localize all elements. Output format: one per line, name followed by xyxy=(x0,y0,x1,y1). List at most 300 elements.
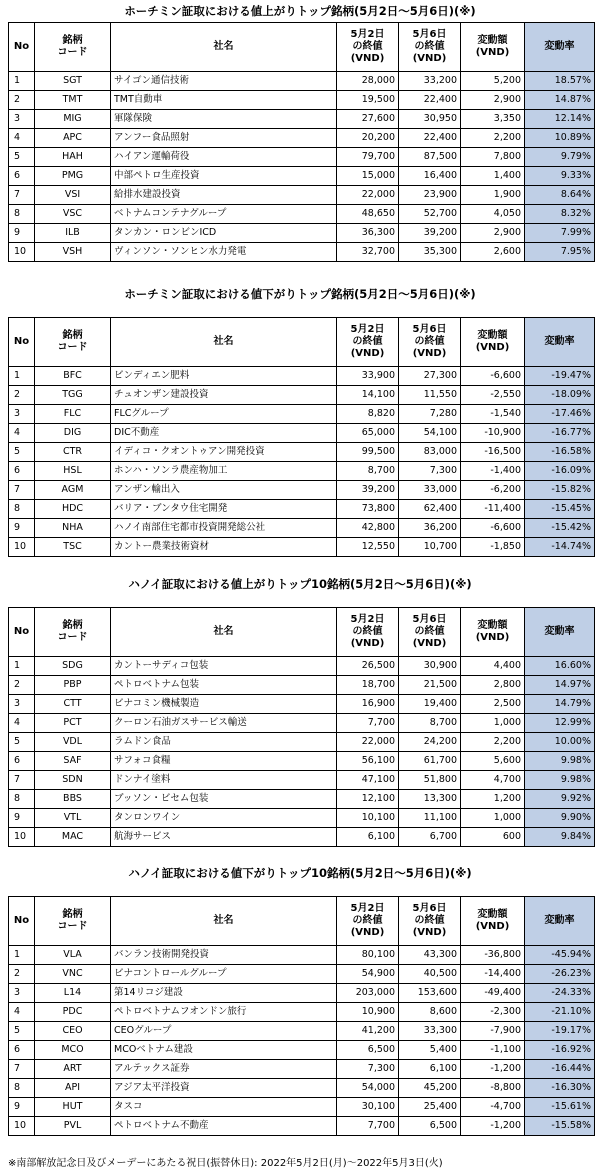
cell-code: HAH xyxy=(35,148,111,167)
cell-change-amount: -11,400 xyxy=(461,500,525,519)
table-row xyxy=(9,243,595,262)
cell-code: MCO xyxy=(35,1041,111,1060)
cell-no: 7 xyxy=(9,481,35,500)
header-change-amount-line: (VND) xyxy=(475,921,510,932)
cell-price-may6: 33,000 xyxy=(399,481,461,500)
cell-price-may6: 52,700 xyxy=(399,205,461,224)
cell-change-amount: 3,350 xyxy=(461,110,525,129)
table-row xyxy=(9,443,595,462)
header-code xyxy=(35,608,111,657)
header-no xyxy=(9,23,35,72)
cell-no: 1 xyxy=(9,657,35,676)
cell-price-may2: 6,100 xyxy=(337,828,399,847)
cell-price-may2: 12,550 xyxy=(337,538,399,557)
table-title: ホーチミン証取における値上がりトップ銘柄(5月2日～5月6日)(※) xyxy=(124,4,476,18)
header-change-rate-line: 変動率 xyxy=(544,336,575,347)
table-title: ハノイ証取における値上がりトップ10銘柄(5月2日～5月6日)(※) xyxy=(128,577,472,591)
table-row xyxy=(9,809,595,828)
cell-change-amount: 2,900 xyxy=(461,224,525,243)
cell-name: ハイアン運輸荷役 xyxy=(111,148,337,167)
cell-price-may2: 19,500 xyxy=(337,91,399,110)
header-code-line: 銘柄 xyxy=(62,35,83,46)
cell-price-may2: 33,900 xyxy=(337,367,399,386)
cell-price-may2: 56,100 xyxy=(337,752,399,771)
cell-name: タンロンワイン xyxy=(111,809,337,828)
cell-no: 3 xyxy=(9,695,35,714)
cell-change-amount: 1,400 xyxy=(461,167,525,186)
cell-no: 4 xyxy=(9,424,35,443)
table-title: ホーチミン証取における値下がりトップ銘柄(5月2日～5月6日)(※) xyxy=(124,287,476,301)
cell-price-may2: 14,100 xyxy=(337,386,399,405)
header-change-rate-line: 変動率 xyxy=(544,41,575,52)
table-row xyxy=(9,224,595,243)
cell-change-rate: 8.32% xyxy=(525,205,595,224)
cell-code: AGM xyxy=(35,481,111,500)
cell-change-rate: -16.92% xyxy=(525,1041,595,1060)
cell-price-may6: 54,100 xyxy=(399,424,461,443)
cell-change-rate: 14.79% xyxy=(525,695,595,714)
cell-code: HSL xyxy=(35,462,111,481)
header-price-may2-line: の終値 xyxy=(352,915,383,926)
cell-code: CTT xyxy=(35,695,111,714)
cell-no: 2 xyxy=(9,91,35,110)
header-no xyxy=(9,897,35,946)
cell-name: ドンナイ塗料 xyxy=(111,771,337,790)
table-row xyxy=(9,733,595,752)
cell-price-may6: 33,300 xyxy=(399,1022,461,1041)
cell-code: SDN xyxy=(35,771,111,790)
cell-change-rate: 9.33% xyxy=(525,167,595,186)
table-row xyxy=(9,714,595,733)
header-no-line: No xyxy=(13,626,30,637)
cell-no: 8 xyxy=(9,790,35,809)
cell-no: 8 xyxy=(9,500,35,519)
cell-change-rate: -16.58% xyxy=(525,443,595,462)
cell-name: タスコ xyxy=(111,1098,337,1117)
cell-price-may6: 16,400 xyxy=(399,167,461,186)
header-change-amount-line: (VND) xyxy=(475,47,510,58)
cell-price-may6: 40,500 xyxy=(399,965,461,984)
table-row xyxy=(9,676,595,695)
cell-change-rate: -17.46% xyxy=(525,405,595,424)
header-change-amount xyxy=(461,23,525,72)
cell-change-amount: -49,400 xyxy=(461,984,525,1003)
header-name xyxy=(111,23,337,72)
cell-name: アルテックス証券 xyxy=(111,1060,337,1079)
cell-change-rate: -16.77% xyxy=(525,424,595,443)
cell-name: ビンディエン肥料 xyxy=(111,367,337,386)
table-row xyxy=(9,657,595,676)
stock-table xyxy=(8,607,595,847)
cell-code: L14 xyxy=(35,984,111,1003)
cell-price-may6: 7,300 xyxy=(399,462,461,481)
table-row xyxy=(9,367,595,386)
cell-name: ビナコントロールグループ xyxy=(111,965,337,984)
cell-price-may2: 73,800 xyxy=(337,500,399,519)
cell-change-rate: -14.74% xyxy=(525,538,595,557)
header-change-amount-line: 変動額 xyxy=(477,620,508,631)
cell-no: 10 xyxy=(9,828,35,847)
table-row xyxy=(9,405,595,424)
cell-no: 2 xyxy=(9,965,35,984)
cell-price-may6: 35,300 xyxy=(399,243,461,262)
cell-change-rate: 7.95% xyxy=(525,243,595,262)
cell-change-amount: 4,400 xyxy=(461,657,525,676)
header-price-may2-line: の終値 xyxy=(352,336,383,347)
header-price-may6-line: 5月6日 xyxy=(412,29,447,40)
cell-change-amount: -1,100 xyxy=(461,1041,525,1060)
cell-price-may2: 30,100 xyxy=(337,1098,399,1117)
cell-no: 7 xyxy=(9,1060,35,1079)
header-price-may6-line: (VND) xyxy=(412,348,447,359)
cell-change-amount: -7,900 xyxy=(461,1022,525,1041)
cell-price-may2: 10,900 xyxy=(337,1003,399,1022)
cell-price-may2: 20,200 xyxy=(337,129,399,148)
header-code xyxy=(35,318,111,367)
cell-price-may2: 7,700 xyxy=(337,1117,399,1136)
cell-price-may2: 15,000 xyxy=(337,167,399,186)
cell-price-may6: 61,700 xyxy=(399,752,461,771)
header-code xyxy=(35,897,111,946)
cell-change-amount: -2,550 xyxy=(461,386,525,405)
header-price-may2-line: (VND) xyxy=(350,927,385,938)
header-change-rate xyxy=(525,23,595,72)
table-row xyxy=(9,148,595,167)
cell-code: PDC xyxy=(35,1003,111,1022)
cell-code: ILB xyxy=(35,224,111,243)
header-price-may6-line: (VND) xyxy=(412,927,447,938)
header-no xyxy=(9,318,35,367)
cell-code: PVL xyxy=(35,1117,111,1136)
cell-price-may6: 33,200 xyxy=(399,72,461,91)
table-row xyxy=(9,790,595,809)
cell-no: 8 xyxy=(9,1079,35,1098)
cell-name: カントーサディコ包装 xyxy=(111,657,337,676)
cell-code: SDG xyxy=(35,657,111,676)
header-price-may2 xyxy=(337,23,399,72)
cell-price-may6: 6,500 xyxy=(399,1117,461,1136)
cell-change-amount: 5,200 xyxy=(461,72,525,91)
cell-price-may6: 51,800 xyxy=(399,771,461,790)
cell-change-amount: -1,200 xyxy=(461,1060,525,1079)
header-change-rate-line: 変動率 xyxy=(544,915,575,926)
cell-price-may6: 6,100 xyxy=(399,1060,461,1079)
cell-price-may2: 54,900 xyxy=(337,965,399,984)
cell-no: 3 xyxy=(9,984,35,1003)
table-row xyxy=(9,984,595,1003)
cell-no: 6 xyxy=(9,462,35,481)
cell-price-may2: 12,100 xyxy=(337,790,399,809)
cell-price-may6: 13,300 xyxy=(399,790,461,809)
cell-no: 6 xyxy=(9,752,35,771)
header-name-line: 社名 xyxy=(213,41,234,52)
table-title: ハノイ証取における値下がりトップ10銘柄(5月2日～5月6日)(※) xyxy=(128,866,472,880)
cell-price-may6: 8,600 xyxy=(399,1003,461,1022)
cell-name: ホンハ・ソンラ農産物加工 xyxy=(111,462,337,481)
cell-name: アジア太平洋投資 xyxy=(111,1079,337,1098)
cell-no: 3 xyxy=(9,405,35,424)
cell-price-may2: 27,600 xyxy=(337,110,399,129)
cell-price-may2: 41,200 xyxy=(337,1022,399,1041)
cell-price-may6: 39,200 xyxy=(399,224,461,243)
cell-change-amount: -36,800 xyxy=(461,946,525,965)
cell-code: PCT xyxy=(35,714,111,733)
cell-price-may2: 26,500 xyxy=(337,657,399,676)
header-name xyxy=(111,318,337,367)
cell-price-may2: 32,700 xyxy=(337,243,399,262)
header-price-may2-line: 5月2日 xyxy=(350,614,385,625)
cell-change-amount: -2,300 xyxy=(461,1003,525,1022)
cell-code: NHA xyxy=(35,519,111,538)
cell-name: クーロン石油ガスサービス輸送 xyxy=(111,714,337,733)
cell-change-rate: 16.60% xyxy=(525,657,595,676)
header-change-rate xyxy=(525,318,595,367)
cell-price-may6: 8,700 xyxy=(399,714,461,733)
cell-change-rate: -15.45% xyxy=(525,500,595,519)
table-row xyxy=(9,129,595,148)
table-row xyxy=(9,1022,595,1041)
cell-name: チュオンザン建設投資 xyxy=(111,386,337,405)
header-price-may6-line: (VND) xyxy=(412,638,447,649)
header-price-may6 xyxy=(399,897,461,946)
header-code-line: 銘柄 xyxy=(62,909,83,920)
cell-name: バンラン技術開発投資 xyxy=(111,946,337,965)
header-row xyxy=(9,897,595,946)
header-price-may6-line: の終値 xyxy=(414,41,445,52)
cell-price-may6: 24,200 xyxy=(399,733,461,752)
cell-price-may2: 99,500 xyxy=(337,443,399,462)
cell-change-rate: 14.97% xyxy=(525,676,595,695)
cell-code: MIG xyxy=(35,110,111,129)
cell-change-rate: 12.99% xyxy=(525,714,595,733)
footnote: ※南部解放記念日及びメーデーにあたる祝日(振替休日): 2022年5月2日(月)～2022年5月3日(火) xyxy=(8,1158,443,1169)
cell-no: 5 xyxy=(9,443,35,462)
header-row xyxy=(9,23,595,72)
header-price-may2-line: の終値 xyxy=(352,626,383,637)
cell-no: 1 xyxy=(9,946,35,965)
header-change-amount-line: 変動額 xyxy=(477,330,508,341)
table-row xyxy=(9,186,595,205)
cell-name: 第14リコジ建設 xyxy=(111,984,337,1003)
cell-price-may6: 11,550 xyxy=(399,386,461,405)
cell-name: アンザン輸出入 xyxy=(111,481,337,500)
cell-code: TSC xyxy=(35,538,111,557)
cell-change-rate: -26.23% xyxy=(525,965,595,984)
cell-name: ペトロベトナムフオンドン旅行 xyxy=(111,1003,337,1022)
cell-price-may2: 48,650 xyxy=(337,205,399,224)
cell-price-may2: 65,000 xyxy=(337,424,399,443)
cell-change-rate: 12.14% xyxy=(525,110,595,129)
cell-name: 中部ペトロ生産投資 xyxy=(111,167,337,186)
header-name xyxy=(111,897,337,946)
table-row xyxy=(9,965,595,984)
header-change-rate xyxy=(525,608,595,657)
cell-code: PBP xyxy=(35,676,111,695)
cell-change-amount: 2,200 xyxy=(461,129,525,148)
cell-price-may2: 7,300 xyxy=(337,1060,399,1079)
cell-no: 6 xyxy=(9,1041,35,1060)
table-row xyxy=(9,205,595,224)
cell-price-may2: 8,820 xyxy=(337,405,399,424)
table-row xyxy=(9,91,595,110)
table-row xyxy=(9,538,595,557)
cell-name: カントー農業技術資材 xyxy=(111,538,337,557)
header-change-amount-line: (VND) xyxy=(475,342,510,353)
cell-change-rate: -16.09% xyxy=(525,462,595,481)
cell-change-amount: -16,500 xyxy=(461,443,525,462)
cell-price-may6: 7,280 xyxy=(399,405,461,424)
cell-code: API xyxy=(35,1079,111,1098)
cell-code: VLA xyxy=(35,946,111,965)
cell-price-may6: 23,900 xyxy=(399,186,461,205)
cell-code: APC xyxy=(35,129,111,148)
cell-change-rate: 9.84% xyxy=(525,828,595,847)
cell-change-rate: -21.10% xyxy=(525,1003,595,1022)
cell-no: 7 xyxy=(9,186,35,205)
cell-price-may6: 153,600 xyxy=(399,984,461,1003)
table-row xyxy=(9,462,595,481)
stock-table xyxy=(8,22,595,262)
cell-no: 1 xyxy=(9,72,35,91)
cell-change-amount: 2,600 xyxy=(461,243,525,262)
header-no-line: No xyxy=(13,41,30,52)
table-row xyxy=(9,72,595,91)
cell-change-rate: -15.58% xyxy=(525,1117,595,1136)
table-row xyxy=(9,828,595,847)
cell-no: 9 xyxy=(9,809,35,828)
cell-change-rate: 9.90% xyxy=(525,809,595,828)
header-no-line: No xyxy=(13,915,30,926)
cell-code: FLC xyxy=(35,405,111,424)
cell-price-may2: 80,100 xyxy=(337,946,399,965)
cell-name: ラムドン食品 xyxy=(111,733,337,752)
cell-name: バリア・ブンタウ住宅開発 xyxy=(111,500,337,519)
header-price-may2-line: (VND) xyxy=(350,348,385,359)
cell-change-amount: -1,200 xyxy=(461,1117,525,1136)
header-price-may6-line: の終値 xyxy=(414,626,445,637)
header-code-line: コード xyxy=(57,342,88,353)
cell-change-amount: -6,600 xyxy=(461,519,525,538)
cell-change-amount: 600 xyxy=(461,828,525,847)
header-price-may6-line: の終値 xyxy=(414,915,445,926)
cell-price-may6: 62,400 xyxy=(399,500,461,519)
cell-name: アンフー食品照射 xyxy=(111,129,337,148)
table-row xyxy=(9,110,595,129)
cell-code: MAC xyxy=(35,828,111,847)
cell-price-may6: 22,400 xyxy=(399,91,461,110)
cell-no: 6 xyxy=(9,167,35,186)
cell-name: ベトナムコンテナグループ xyxy=(111,205,337,224)
cell-price-may2: 28,000 xyxy=(337,72,399,91)
cell-change-amount: 1,200 xyxy=(461,790,525,809)
table-row xyxy=(9,1003,595,1022)
cell-name: TMT自動車 xyxy=(111,91,337,110)
header-price-may2-line: 5月2日 xyxy=(350,29,385,40)
cell-change-rate: 10.89% xyxy=(525,129,595,148)
cell-change-amount: 1,000 xyxy=(461,714,525,733)
header-price-may6 xyxy=(399,608,461,657)
cell-change-amount: -1,850 xyxy=(461,538,525,557)
header-change-amount-line: 変動額 xyxy=(477,35,508,46)
cell-code: TGG xyxy=(35,386,111,405)
header-name-line: 社名 xyxy=(213,915,234,926)
cell-change-rate: 10.00% xyxy=(525,733,595,752)
cell-change-amount: -10,900 xyxy=(461,424,525,443)
header-change-amount-line: (VND) xyxy=(475,632,510,643)
cell-name: サフォコ食糧 xyxy=(111,752,337,771)
header-row xyxy=(9,608,595,657)
cell-price-may2: 47,100 xyxy=(337,771,399,790)
cell-name: タンカン・ロンビンICD xyxy=(111,224,337,243)
cell-change-rate: -19.17% xyxy=(525,1022,595,1041)
cell-name: MCOベトナム建設 xyxy=(111,1041,337,1060)
cell-code: VSH xyxy=(35,243,111,262)
cell-change-rate: 9.79% xyxy=(525,148,595,167)
cell-price-may6: 83,000 xyxy=(399,443,461,462)
cell-change-amount: 1,000 xyxy=(461,809,525,828)
table-row xyxy=(9,167,595,186)
header-code-line: コード xyxy=(57,632,88,643)
cell-change-amount: 1,900 xyxy=(461,186,525,205)
cell-no: 9 xyxy=(9,224,35,243)
header-name-line: 社名 xyxy=(213,626,234,637)
header-change-amount-line: 変動額 xyxy=(477,909,508,920)
cell-change-amount: 2,500 xyxy=(461,695,525,714)
cell-price-may6: 30,950 xyxy=(399,110,461,129)
cell-name: ビナコミン機械製造 xyxy=(111,695,337,714)
cell-price-may2: 36,300 xyxy=(337,224,399,243)
cell-change-amount: -1,540 xyxy=(461,405,525,424)
cell-code: VDL xyxy=(35,733,111,752)
table-row xyxy=(9,946,595,965)
cell-change-amount: 4,700 xyxy=(461,771,525,790)
cell-change-amount: -6,600 xyxy=(461,367,525,386)
cell-price-may6: 10,700 xyxy=(399,538,461,557)
cell-name: 給排水建設投資 xyxy=(111,186,337,205)
table-row xyxy=(9,695,595,714)
cell-name: FLCグループ xyxy=(111,405,337,424)
cell-price-may2: 22,000 xyxy=(337,733,399,752)
cell-price-may6: 22,400 xyxy=(399,129,461,148)
cell-change-amount: 2,900 xyxy=(461,91,525,110)
cell-change-amount: -4,700 xyxy=(461,1098,525,1117)
cell-change-amount: 2,200 xyxy=(461,733,525,752)
cell-change-rate: -45.94% xyxy=(525,946,595,965)
cell-code: VSC xyxy=(35,205,111,224)
cell-change-amount: -14,400 xyxy=(461,965,525,984)
cell-price-may2: 7,700 xyxy=(337,714,399,733)
header-price-may2 xyxy=(337,318,399,367)
table-row xyxy=(9,1060,595,1079)
cell-change-rate: 8.64% xyxy=(525,186,595,205)
cell-name: ペトロベトナム不動産 xyxy=(111,1117,337,1136)
cell-change-rate: -19.47% xyxy=(525,367,595,386)
cell-code: PMG xyxy=(35,167,111,186)
cell-code: TMT xyxy=(35,91,111,110)
cell-price-may6: 36,200 xyxy=(399,519,461,538)
cell-code: ART xyxy=(35,1060,111,1079)
header-price-may6 xyxy=(399,318,461,367)
table-row xyxy=(9,519,595,538)
cell-change-amount: 2,800 xyxy=(461,676,525,695)
header-price-may6-line: (VND) xyxy=(412,53,447,64)
cell-change-amount: 4,050 xyxy=(461,205,525,224)
cell-price-may6: 30,900 xyxy=(399,657,461,676)
cell-price-may2: 42,800 xyxy=(337,519,399,538)
cell-price-may6: 25,400 xyxy=(399,1098,461,1117)
header-price-may6-line: 5月6日 xyxy=(412,324,447,335)
header-price-may2-line: 5月2日 xyxy=(350,324,385,335)
